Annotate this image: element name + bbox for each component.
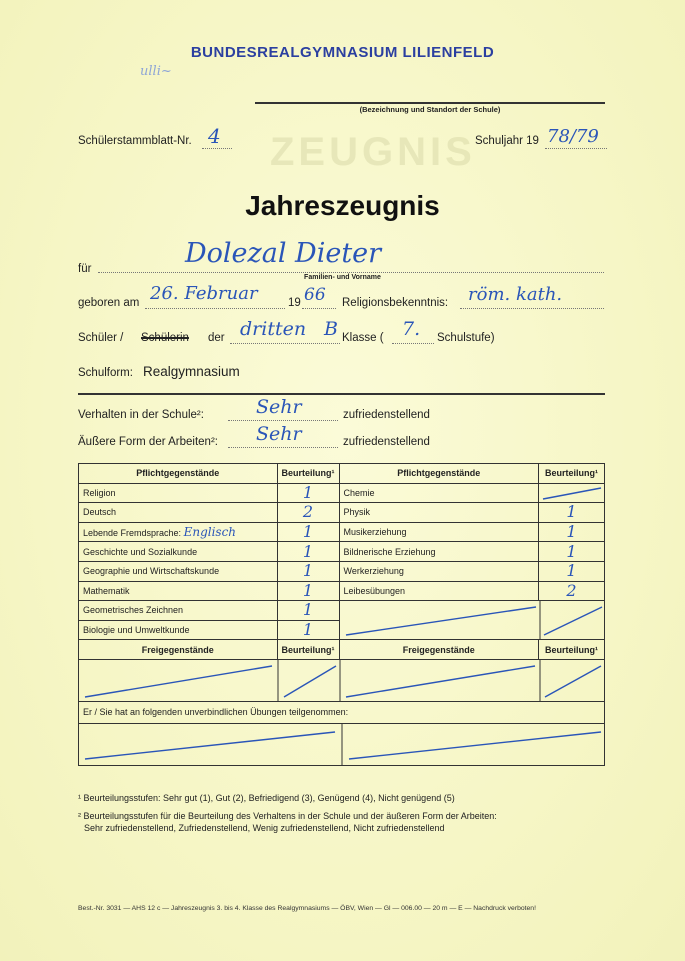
table-row: [79, 522, 605, 542]
class-dots: [230, 343, 340, 344]
pflicht-header-left: Pflichtgegenstände: [79, 464, 278, 484]
strike-line: [79, 724, 605, 766]
birth-dots: [145, 308, 285, 309]
watermark: ZEUGNIS: [270, 130, 476, 174]
schuelerin-struck: Schülerin: [141, 332, 189, 344]
uebungen-text: Er / Sie hat an folgenden unverbindlichen Übungen teilgenommen:: [79, 701, 605, 723]
school-caption: (Bezeichnung und Standort der Schule): [359, 105, 501, 114]
frei-header-row: [79, 640, 605, 660]
religion-dots: [460, 308, 604, 309]
beurteilung-header-left: Beurteilung¹: [277, 464, 339, 484]
year-dots: [545, 148, 607, 149]
table-row: [79, 601, 605, 621]
frei-header-left: Freigegenstände: [79, 640, 278, 660]
grades-header-row: [79, 464, 605, 484]
uebungen-row: [79, 701, 605, 723]
grade-left: 1: [302, 541, 314, 561]
schulform-label: Schulform:: [78, 367, 133, 379]
stamm-value: 4: [208, 124, 221, 148]
frei-row: [79, 659, 605, 701]
subject-left: Deutsch: [79, 503, 278, 523]
subject-right: Bildnerische Erziehung: [339, 542, 539, 562]
geboren-label: geboren am: [78, 297, 140, 309]
strike-line: [539, 484, 605, 503]
aeussere-dots: [228, 447, 338, 448]
year-label: Schuljahr 19: [475, 135, 539, 147]
subject-right: Werkerziehung: [339, 561, 539, 581]
pflicht-header-right: Pflichtgegenstände: [339, 464, 539, 484]
subject-left: Religion: [79, 483, 278, 503]
table-row: [79, 542, 605, 562]
subject-right: Chemie: [339, 483, 539, 503]
schulform-value: Realgymnasium: [143, 364, 240, 379]
grade-left: 1: [302, 561, 314, 581]
subject-left: Geographie und Wirtschaftskunde: [79, 561, 278, 581]
document-title: Jahreszeugnis: [245, 190, 440, 221]
nineteen: 19: [288, 297, 301, 309]
student-name: Dolezal Dieter: [185, 238, 382, 269]
grade-right: 1: [566, 541, 577, 561]
school-name: BUNDESREALGYMNASIUM LILIENFELD: [190, 44, 495, 61]
class-letter: B: [324, 318, 338, 340]
fremdsprache-value: Englisch: [183, 525, 237, 540]
stamm-dots: [202, 148, 232, 149]
grade-right: 1: [566, 522, 577, 542]
schueler-label: Schüler /: [78, 332, 124, 344]
birthyear-dots: [302, 308, 336, 309]
religion-label: Religionsbekenntnis:: [342, 297, 449, 309]
grade-left: 1: [302, 483, 314, 502]
grade-left: 1: [302, 522, 314, 542]
table-row: [79, 483, 605, 503]
birth-date: 26. Februar: [150, 283, 258, 304]
subject-left: Geometrisches Zeichnen: [79, 601, 278, 621]
subject-left: Mathematik: [79, 581, 278, 601]
subject-right: Physik: [339, 503, 539, 523]
birth-year: 66: [304, 285, 326, 305]
subject-right: Musikerziehung: [339, 522, 539, 542]
verhalten-dots: [228, 420, 338, 421]
grade-right: 1: [566, 502, 577, 522]
frei-header-right: Freigegenstände: [339, 640, 539, 660]
name-dots: [98, 272, 604, 273]
grade-left: 1: [302, 620, 314, 640]
schulstufe-label: Schulstufe): [437, 332, 495, 344]
subject-right: Leibesübungen: [339, 581, 539, 601]
fremdsprache-label: Lebende Fremdsprache:: [83, 528, 182, 539]
aeussere-label: Äußere Form der Arbeiten²:: [78, 436, 218, 448]
stamm-label: Schülerstammblatt-Nr.: [78, 135, 192, 147]
table-row: [79, 503, 605, 523]
schulform-rule: [78, 393, 605, 395]
fuer-label: für: [78, 263, 92, 275]
verhalten-value: zufriedenstellend: [343, 409, 430, 421]
table-row: [79, 581, 605, 601]
beurteilung-header-right: Beurteilung¹: [539, 640, 605, 660]
grade-right: 2: [566, 581, 577, 600]
aeussere-value: zufriedenstellend: [343, 436, 430, 448]
school-underline: [255, 102, 605, 104]
grade-left: 1: [302, 600, 314, 620]
klasse-label: Klasse (: [342, 332, 384, 344]
strike-line: [340, 601, 605, 640]
aeussere-hand: Sehr: [256, 423, 302, 445]
schulstufe-value: 7.: [402, 318, 421, 340]
beurteilung-header-left: Beurteilung¹: [277, 640, 339, 660]
beurteilung-header-right: Beurteilung¹: [539, 464, 605, 484]
footnote-1: ¹ Beurteilungsstufen: Sehr gut (1), Gut (2), Befriedigend (3), Genügend (4), Nicht genügend (5): [78, 793, 455, 803]
grade-left: 2: [302, 502, 314, 522]
subject-left: Biologie und Umweltkunde: [79, 620, 278, 640]
order-line: Best.-Nr. 3031 — AHS 12 c — Jahreszeugnis 3. bis 4. Klasse des Realgymnasiums — ÖBV, Wien — Gl — 006.00 — 20 m — E — Nachdruck verboten!: [78, 905, 536, 912]
table-row: [79, 561, 605, 581]
name-caption: Familien- und Vorname: [304, 274, 381, 281]
footnote-2b: Sehr zufriedenstellend, Zufriedenstellend, Wenig zufriedenstellend, Nicht zufriedenstellend: [84, 823, 445, 833]
strike-line: [79, 660, 605, 702]
verhalten-hand: Sehr: [256, 396, 302, 418]
footnote-2a: ² Beurteilungsstufen für die Beurteilung des Verhaltens in der Schule und der äußeren Form der Arbeiten:: [78, 811, 497, 821]
year-value: 78/79: [547, 126, 599, 147]
grade-left: 1: [302, 581, 314, 600]
stufe-dots: [392, 343, 434, 344]
class-word: dritten: [240, 318, 307, 340]
der-label: der: [208, 332, 225, 344]
religion-value: röm. kath.: [468, 284, 563, 305]
subject-left: Geschichte und Sozialkunde: [79, 542, 278, 562]
grade-right: 1: [566, 561, 577, 581]
grades-table: [78, 463, 605, 766]
uebungen-strike-row: [79, 723, 605, 765]
verhalten-label: Verhalten in der Schule²:: [78, 409, 204, 421]
handwritten-scribble: ulli~: [140, 64, 172, 79]
subject-left: [79, 522, 278, 542]
